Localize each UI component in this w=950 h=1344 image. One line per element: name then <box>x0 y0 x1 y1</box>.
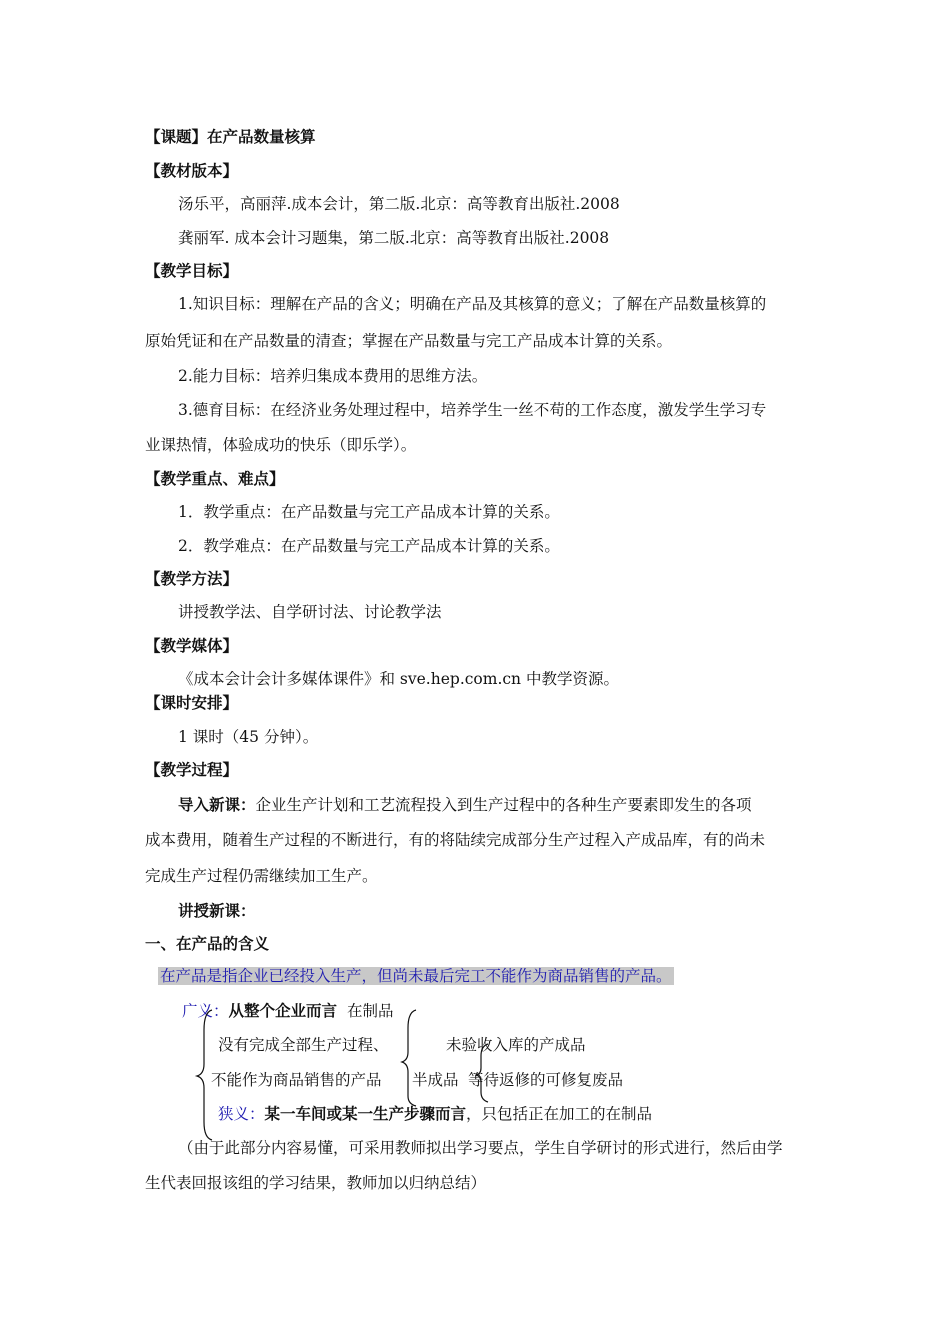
textbook-heading: 【教材版本】 <box>145 162 239 180</box>
textbook-line-1: 汤乐平，高丽萍.成本会计，第二版.北京：高等教育出版社.2008 <box>178 195 620 213</box>
definition-highlight: 在产品是指企业已经投入生产，但尚未最后完工不能作为商品销售的产品。 <box>160 967 672 985</box>
hours-heading: 【课时安排】 <box>145 694 239 712</box>
row-a-right: 未验收入库的产成品 <box>446 1036 586 1054</box>
narrow-label: 狭义： <box>218 1105 265 1123</box>
key-point-1: 1．教学重点：在产品数量与完工产品成本计算的关系。 <box>178 503 560 521</box>
goal-3-line-b: 业课热情，体验成功的快乐（即乐学）。 <box>145 436 417 454</box>
method-text: 讲授教学法、自学研讨法、讨论教学法 <box>178 603 442 621</box>
note-line-a: （由于此部分内容易懂，可采用教师拟出学习要点，学生自学研讨的形式进行，然后由学 <box>178 1139 783 1157</box>
intro-label: 导入新课： <box>178 796 256 814</box>
note-line-b: 生代表回报该组的学习结果，教师加以归纳总结） <box>145 1174 487 1192</box>
textbook-line-2: 龚丽军. 成本会计习题集，第二版.北京：高等教育出版社.2008 <box>178 229 610 247</box>
left-brace <box>197 1010 212 1140</box>
row-a-left: 没有完成全部生产过程、 <box>218 1036 389 1054</box>
method-heading: 【教学方法】 <box>145 570 239 588</box>
goal-1-line-a: 1.知识目标：理解在产品的含义；明确在产品及其核算的意义；了解在产品数量核算的 <box>178 295 767 313</box>
broad-label: 广义： <box>182 1002 229 1020</box>
key-heading: 【教学重点、难点】 <box>145 470 285 488</box>
intro-text-a: 企业生产计划和工艺流程投入到生产过程中的各种生产要素即发生的各项 <box>255 796 752 814</box>
media-heading: 【教学媒体】 <box>145 637 239 655</box>
middle-brace <box>402 1010 416 1106</box>
title-text: 在产品数量核算 <box>207 128 316 146</box>
broad-bold: 从整个企业而言 <box>228 1002 338 1020</box>
broad-rest: 在制品 <box>347 1002 394 1020</box>
goal-1-line-b: 原始凭证和在产品数量的清查；掌握在产品数量与完工产品成本计算的关系。 <box>145 332 673 350</box>
key-point-2: 2．教学难点：在产品数量与完工产品成本计算的关系。 <box>178 537 560 555</box>
section-1-heading: 一、在产品的含义 <box>145 935 270 953</box>
new-lesson-label: 讲授新课： <box>178 902 256 920</box>
media-text: 《成本会计会计多媒体课件》和 sve.hep.com.cn 中教学资源。 <box>178 670 619 688</box>
title-mark: 【课题】 <box>145 128 208 146</box>
intro-line-c: 完成生产过程仍需继续加工生产。 <box>145 867 378 885</box>
goal-3-line-a: 3.德育目标：在经济业务处理过程中，培养学生一丝不苟的工作态度，激发学生学习专 <box>178 401 767 419</box>
row-b-right: 等待返修的可修复废品 <box>468 1071 624 1089</box>
goal-2: 2.能力目标：培养归集成本费用的思维方法。 <box>178 367 488 385</box>
right-brace <box>476 1044 488 1102</box>
intro-line-b: 成本费用，随着生产过程的不断进行，有的将陆续完成部分生产过程入产成品库，有的尚未 <box>145 831 766 849</box>
narrow-rest: ，只包括正在加工的在制品 <box>466 1105 653 1123</box>
process-heading: 【教学过程】 <box>145 761 239 779</box>
hours-text: 1 课时（45 分钟）。 <box>178 728 319 746</box>
narrow-bold: 某一车间或某一生产步骤而言 <box>264 1105 467 1123</box>
row-b-mid: 半成品 <box>412 1071 459 1089</box>
goal-heading: 【教学目标】 <box>145 262 239 280</box>
row-b-left: 不能作为商品销售的产品 <box>211 1071 382 1089</box>
